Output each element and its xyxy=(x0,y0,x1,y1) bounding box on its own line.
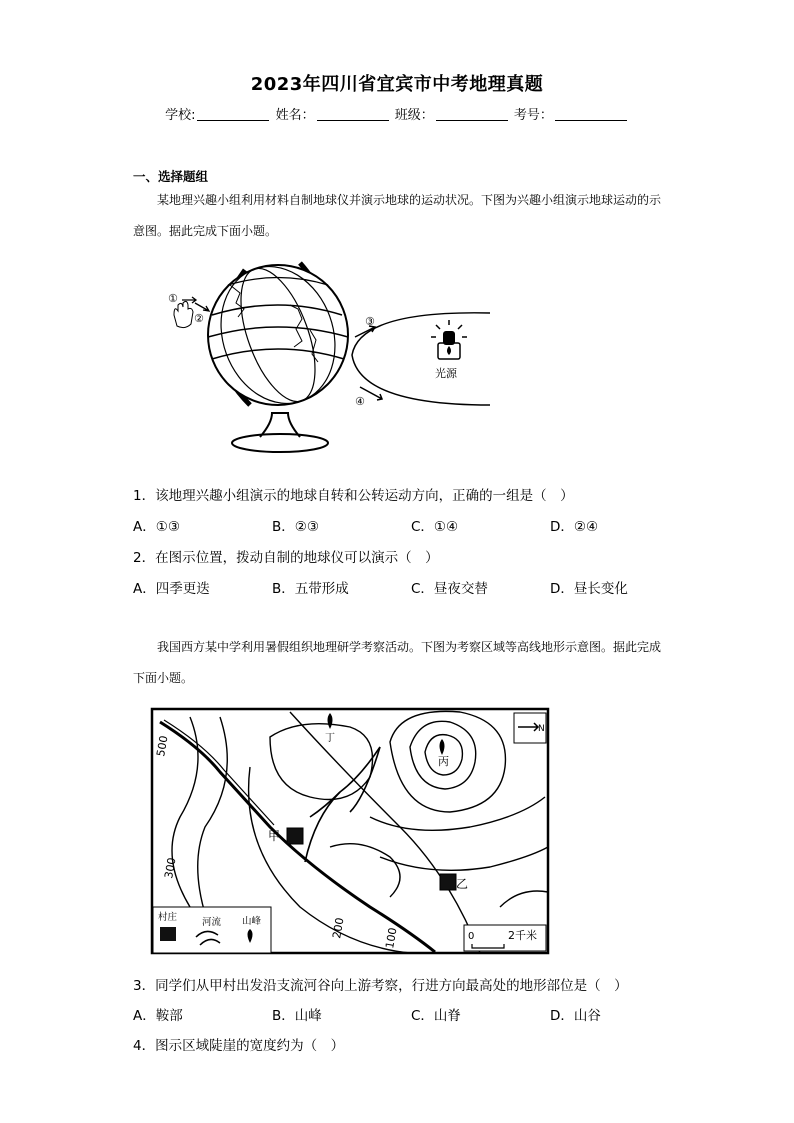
student-info-line xyxy=(0,104,794,123)
exam-number-label: 考号： xyxy=(513,108,553,123)
light-source-icon xyxy=(431,320,467,380)
orbit-label-3: ③ xyxy=(365,315,375,328)
q2-option-a[interactable]: A．四季更迭 xyxy=(133,581,210,597)
name-blank[interactable] xyxy=(317,108,389,121)
north-arrow xyxy=(514,713,546,743)
q2-option-c[interactable]: C．昼夜交替 xyxy=(411,581,488,597)
village-yi xyxy=(440,874,468,891)
peak-ding-label: 丁 xyxy=(325,733,335,744)
hand-icon xyxy=(174,301,193,327)
scale-zero: 0 xyxy=(468,931,475,942)
q3-option-b[interactable]: B．山峰 xyxy=(272,1008,322,1024)
scale-label: 2千米 xyxy=(508,929,537,942)
arrow-label-1: ① xyxy=(168,292,178,305)
passage-2 xyxy=(133,632,665,694)
exam-number-blank[interactable] xyxy=(555,108,627,121)
passage-1 xyxy=(133,185,665,247)
rotation-arrows xyxy=(168,292,209,328)
name-label: 姓名： xyxy=(275,108,315,123)
q1-option-a[interactable]: A．①③ xyxy=(133,519,180,535)
contour-map xyxy=(150,707,550,955)
question-2: 2．在图示位置，拨动自制的地球仪可以演示（ ） xyxy=(133,550,439,566)
peak-bing-label: 丙 xyxy=(438,755,449,768)
passage-2-text: 我国西方某中学利用暑假组织地理研学考察活动。下图为考察区域等高线地形示意图。据此完成下面小题。 xyxy=(133,640,662,685)
globe-figure xyxy=(160,255,500,455)
contour-label-200: 200 xyxy=(330,916,347,940)
question-3: 3．同学们从甲村出发沿支流河谷向上游考察，行进方向最高处的地形部位是（ ） xyxy=(133,978,628,994)
question-1: 1．该地理兴趣小组演示的地球自转和公转运动方向，正确的一组是（ ） xyxy=(133,488,574,504)
legend-peak-label: 山峰 xyxy=(242,916,262,927)
q1-option-b[interactable]: B．②③ xyxy=(272,519,319,535)
north-label: N xyxy=(538,724,545,734)
legend-river-label: 河流 xyxy=(202,917,222,928)
section-heading: 一、选择题组 xyxy=(133,169,209,184)
contour-label-300: 300 xyxy=(162,856,179,880)
question-1-options xyxy=(133,515,693,535)
q1-option-c[interactable]: C．①④ xyxy=(411,519,459,535)
school-blank[interactable] xyxy=(197,108,269,121)
q3-option-c[interactable]: C．山脊 xyxy=(411,1008,461,1024)
contour-label-500: 500 xyxy=(154,734,171,758)
contour-label-100: 100 xyxy=(383,926,400,950)
q3-option-a[interactable]: A．鞍部 xyxy=(133,1008,183,1024)
scale-bar xyxy=(464,925,546,951)
passage-1-text: 某地理兴趣小组利用材料自制地球仪并演示地球的运动状况。下图为兴趣小组演示地球运动的示意图。据此完成下面小题。 xyxy=(133,193,662,238)
question-3-options xyxy=(133,1004,693,1024)
arrow-label-2: ② xyxy=(194,312,204,325)
school-label: 学校: xyxy=(165,108,196,123)
q3-option-d[interactable]: D．山谷 xyxy=(550,1008,601,1024)
village-jia-label: 甲 xyxy=(268,829,281,843)
q1-option-d[interactable]: D．②④ xyxy=(550,519,599,535)
page-title: 2023年四川省宜宾市中考地理真题 xyxy=(250,74,544,95)
q2-option-b[interactable]: B．五带形成 xyxy=(272,581,349,597)
orbit-label-4: ④ xyxy=(355,395,365,408)
question-4: 4．图示区域陡崖的宽度约为（ ） xyxy=(133,1038,345,1054)
orbit xyxy=(352,313,490,408)
question-2-options xyxy=(133,577,693,597)
legend xyxy=(153,907,271,953)
light-source-label: 光源 xyxy=(435,367,457,380)
legend-village-label: 村庄 xyxy=(158,912,178,923)
q2-option-d[interactable]: D．昼长变化 xyxy=(550,581,628,597)
class-blank[interactable] xyxy=(436,108,508,121)
globe-sphere xyxy=(202,255,353,420)
village-yi-label: 乙 xyxy=(456,877,469,891)
class-label: 班级： xyxy=(394,108,434,123)
